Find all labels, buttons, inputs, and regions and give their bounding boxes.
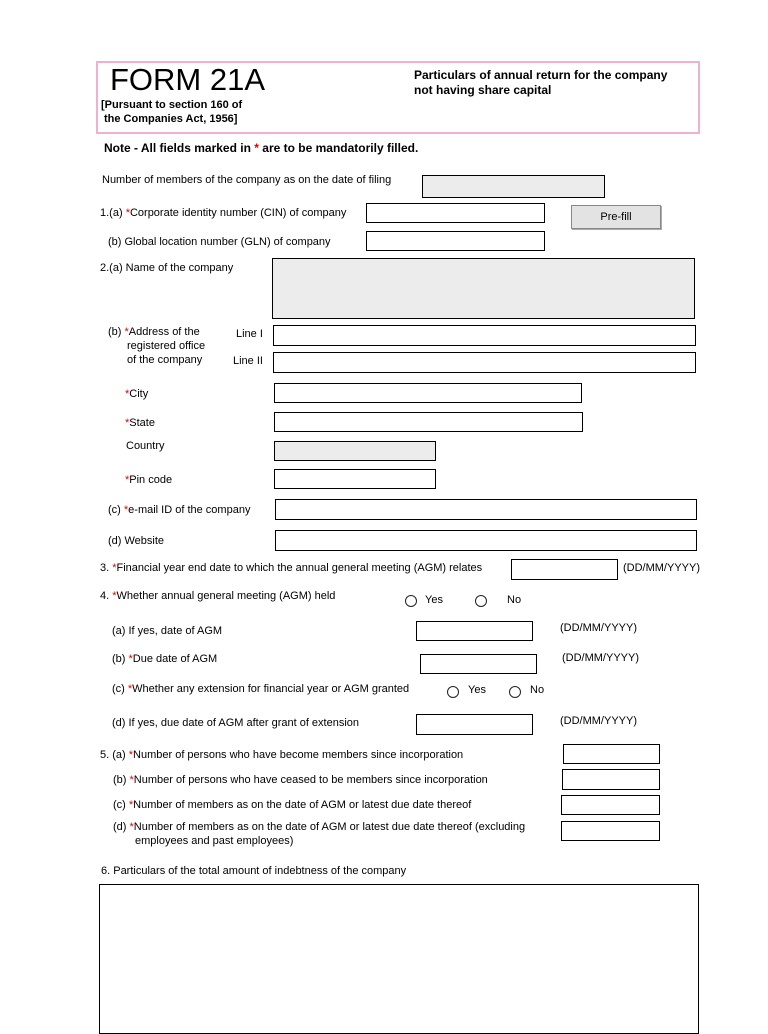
- city-input[interactable]: [274, 383, 582, 403]
- address-label-1: (b) *Address of the: [108, 326, 200, 338]
- agm-held-yes-radio[interactable]: [405, 595, 417, 607]
- country-field[interactable]: [274, 441, 436, 461]
- extension-no-label: No: [530, 684, 545, 696]
- address-label-2: registered office: [127, 340, 206, 352]
- extension-label: (c) *Whether any extension for financial year or AGM granted: [112, 683, 410, 695]
- members-agm-input[interactable]: [561, 795, 660, 815]
- agm-held-no-radio[interactable]: [475, 595, 487, 607]
- gln-label: (b) Global location number (GLN) of company: [108, 236, 331, 248]
- extension-date-label: (d) If yes, due date of AGM after grant of extension: [112, 717, 360, 729]
- agm-due-date-label: (b) *Due date of AGM: [112, 653, 218, 665]
- fy-date-format: (DD/MM/YYYY): [623, 562, 700, 574]
- gln-input[interactable]: [366, 231, 545, 251]
- members-excl-label: (d) *Number of members as on the date of AGM or latest due date thereof (excluding: [113, 821, 526, 833]
- members-excl-input[interactable]: [561, 821, 660, 841]
- agm-held-yes-label: Yes: [425, 594, 443, 606]
- members-ceased-input[interactable]: [562, 769, 660, 790]
- extension-yes-label: Yes: [468, 684, 486, 696]
- fy-end-date-input[interactable]: [511, 559, 618, 580]
- agm-held-no-label: No: [507, 594, 522, 606]
- members-excl-label-2: employees and past employees): [135, 835, 294, 847]
- members-on-filing-label: Number of members of the company as on the date of filing: [102, 174, 392, 186]
- cin-input[interactable]: [366, 203, 545, 223]
- mandatory-note: Note - All fields marked in * are to be mandatorily filled.: [104, 141, 419, 155]
- prefill-button[interactable]: Pre-fill: [571, 205, 661, 229]
- agm-date-input[interactable]: [416, 621, 533, 641]
- email-input[interactable]: [275, 499, 697, 520]
- fy-end-label: 3. *Financial year end date to which the annual general meeting (AGM) relates: [100, 562, 483, 574]
- agm-due-date-format: (DD/MM/YYYY): [562, 652, 639, 664]
- extension-yes-radio[interactable]: [447, 686, 459, 698]
- line2-label: Line II: [233, 355, 263, 367]
- members-joined-input[interactable]: [563, 744, 660, 764]
- agm-due-date-input[interactable]: [420, 654, 537, 674]
- members-joined-label: 5. (a) *Number of persons who have become members since incorporation: [100, 749, 464, 761]
- state-input[interactable]: [274, 412, 583, 432]
- address-line2-input[interactable]: [273, 352, 696, 373]
- members-ceased-label: (b) *Number of persons who have ceased to be members since incorporation: [113, 774, 488, 786]
- extension-date-input[interactable]: [416, 714, 533, 735]
- agm-date-format: (DD/MM/YYYY): [560, 622, 637, 634]
- company-name-field[interactable]: [272, 258, 695, 319]
- website-label: (d) Website: [108, 535, 165, 547]
- cin-label: 1.(a) *Corporate identity number (CIN) of company: [100, 207, 347, 219]
- website-input[interactable]: [275, 530, 697, 551]
- extension-no-radio[interactable]: [509, 686, 521, 698]
- extension-date-format: (DD/MM/YYYY): [560, 715, 637, 727]
- form-title: FORM 21A: [110, 62, 266, 97]
- agm-date-label: (a) If yes, date of AGM: [112, 625, 223, 637]
- pin-input[interactable]: [274, 469, 436, 489]
- address-line1-input[interactable]: [273, 325, 696, 346]
- members-on-filing-field[interactable]: [422, 175, 605, 198]
- line1-label: Line I: [236, 328, 263, 340]
- address-label-3: of the company: [127, 354, 203, 366]
- pin-label: *Pin code: [125, 474, 173, 486]
- members-agm-label: (c) *Number of members as on the date of AGM or latest due date thereof: [113, 799, 472, 811]
- state-label: *State: [125, 417, 155, 429]
- company-name-label: 2.(a) Name of the company: [100, 262, 234, 274]
- city-label: *City: [125, 388, 149, 400]
- indebtedness-label: 6. Particulars of the total amount of indebtness of the company: [101, 865, 407, 877]
- indebtedness-textarea[interactable]: [99, 884, 699, 1034]
- pursuant-text: [Pursuant to section 160 of the Companies Act, 1956]: [101, 99, 243, 125]
- agm-held-label: 4. *Whether annual general meeting (AGM) held: [100, 590, 336, 602]
- country-label: Country: [126, 440, 165, 452]
- email-label: (c) *e-mail ID of the company: [108, 504, 251, 516]
- form-subtitle: Particulars of annual return for the company not having share capital: [414, 68, 668, 97]
